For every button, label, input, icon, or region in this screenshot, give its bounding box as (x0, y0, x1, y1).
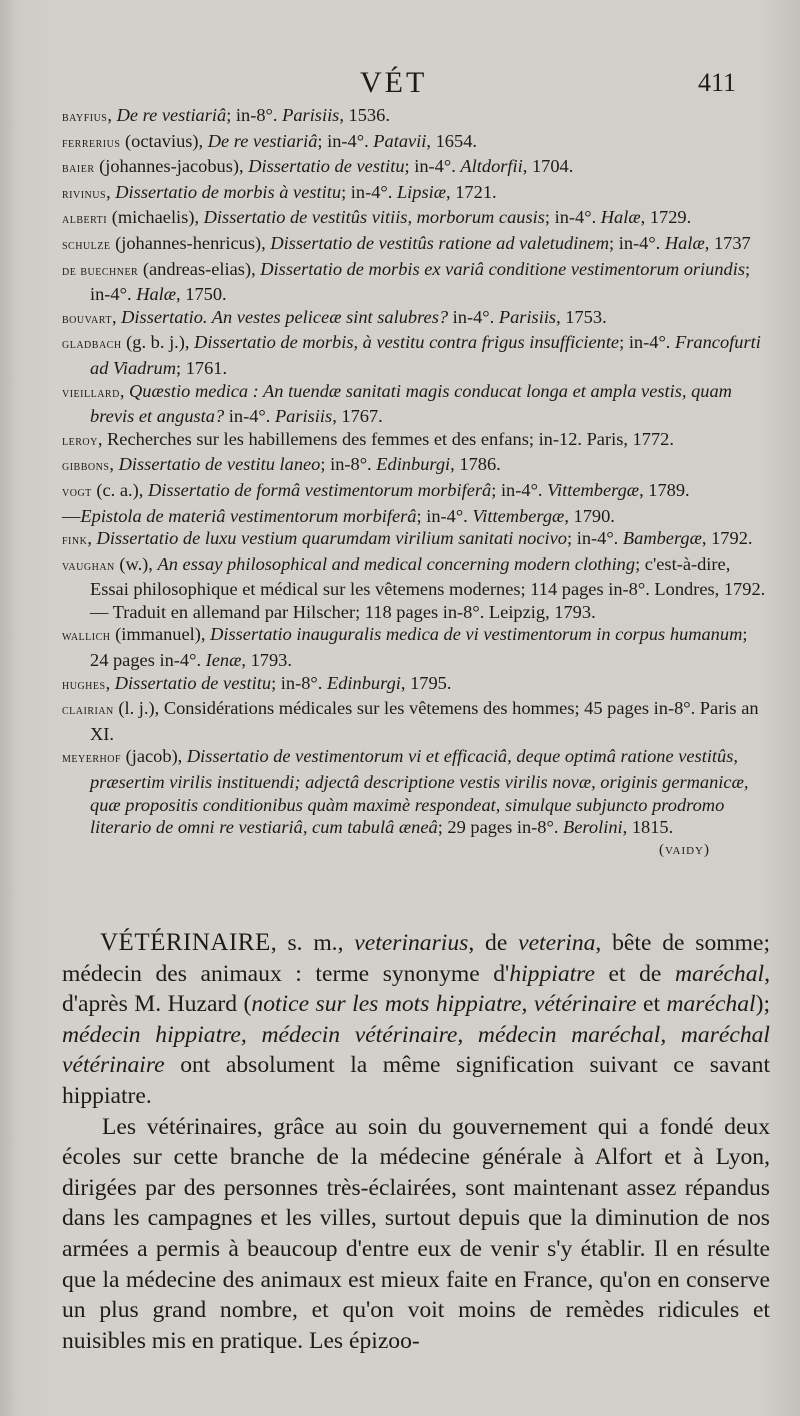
entry-publication: ; in-4°. (567, 528, 623, 549)
text-run: hippiatre (509, 960, 595, 987)
bibliography-entry (62, 380, 770, 428)
entry-author: clairian (62, 703, 114, 719)
entry-text: (johannes-jacobus), (94, 156, 249, 177)
bibliography-entry (62, 155, 770, 181)
entry-text: (g. b. j.), (121, 332, 195, 353)
head-word: VÉTÉRINAIRE (100, 929, 271, 956)
entry-title: Dissertatio de vestitûs vitiis, morborum causis (203, 207, 545, 228)
entry-text: (w.), (114, 553, 158, 574)
page-header (0, 66, 800, 106)
entry-title: Dissertatio de luxu vestium quarumdam virilium sanitati nocivo (96, 528, 567, 549)
entry-text: — (62, 505, 81, 526)
text-run: et de (594, 960, 675, 987)
entry-author: vaughan (62, 558, 115, 574)
entry-text: (johannes-henricus), (110, 232, 271, 253)
article-paragraph-2: Les vétérinaires, grâce au soin du gouvernement qui a fondé deux écoles sur cette branche de la médecine générale à Alfort et à Lyon, dirigées par des personnes très-éclairées, sont maintenant assez répandus dans les campagnes et les villes, surtout depuis que la diminution de nos armées a permis à beaucoup d'entre eux de venir s'y établir. Il en résulte que la médecine des animaux est mieux faite en France, qu'on en conserve un plus grand nombre, et qu'on voit moins de remèdes ridicules et nuisibles mis en pratique. Les épizoo- (62, 1113, 770, 1354)
bibliography-entry (62, 553, 770, 624)
entry-title: Dissertatio de morbis à vestitu (115, 181, 342, 202)
entry-title: Dissertatio de morbis, à vestitu contra frigus insufficiente (194, 332, 620, 353)
entry-publication: ; in-4°. (90, 258, 751, 305)
entry-publication: ; in-8°. (226, 105, 283, 125)
entry-place: Altdorfii (460, 156, 523, 177)
entry-text: , (87, 528, 97, 549)
entry-place: Bambergæ (622, 528, 702, 549)
bibliography-entry (62, 453, 770, 479)
entry-author: wallich (62, 629, 111, 645)
bibliography-entry (62, 428, 770, 454)
entry-date: , 1789. (639, 479, 690, 500)
entry-date: , 1753. (556, 306, 607, 327)
text-run: maréchal (674, 960, 765, 987)
entry-place: Halæ (136, 284, 177, 305)
entry-date: , 1654. (426, 130, 477, 151)
entry-publication: ; c'est-à-dire, Essai philosophique et médical sur les vêtemens modernes; 114 pages in-8°. Londres, 1792. — Traduit en allemand par Hilscher; 118 pages in-8°. Leipzig, 1793. (90, 553, 766, 622)
entry-place: Halæ (600, 207, 641, 228)
text-run: , de (468, 930, 519, 956)
bibliography-entry (62, 623, 770, 671)
entry-place: Lipsiæ (396, 181, 447, 202)
entry-author: gladbach (62, 337, 122, 353)
text-run: maréchal (666, 991, 756, 1018)
text-run: , s. m., (270, 930, 355, 956)
text-run: ont absolument la même signification suivant ce savant hippiatre. (62, 1052, 770, 1109)
bibliography-entry (62, 745, 770, 838)
entry-text: (immanuel), (110, 624, 211, 645)
bibliography-entry (62, 505, 770, 528)
entry-publication: in-4°. (224, 406, 275, 427)
bibliography-entry (62, 181, 770, 207)
entry-publication: in-4°. (448, 306, 499, 327)
entry-date: , 1767. (332, 406, 383, 427)
running-head: VÉT (360, 66, 428, 99)
bibliography-entry (62, 130, 770, 156)
entry-publication: ; 24 pages in-4°. (90, 624, 748, 671)
entry-title: Dissertatio. An vestes peliceæ sint salubres? (121, 306, 449, 327)
bibliography-entry (62, 206, 770, 232)
text-run: , d'après M. Huzard ( (62, 960, 770, 1018)
entry-author: leroy (62, 433, 98, 449)
bibliography-entry (62, 104, 770, 130)
text-run: veterina (518, 930, 596, 956)
author-signature: (vaidy) (658, 841, 710, 858)
entry-place: Vittembergæ (547, 479, 640, 500)
entry-date: , 1750. (176, 284, 227, 305)
entry-date: , 1704. (522, 156, 574, 177)
entry-author: bayfius (62, 110, 108, 125)
page-number: 411 (698, 68, 737, 97)
entry-date: , 1721. (446, 181, 497, 202)
article-paragraph-1 (62, 928, 770, 1112)
entry-place: Parisiis (274, 406, 333, 427)
entry-date: , 1792. (701, 528, 753, 549)
entry-author: ferrerius (62, 135, 121, 151)
text-run: médecin hippiatre, médecin vétérinaire, médecin maréchal, maréchal vétérinaire (62, 1021, 770, 1079)
entry-title: An essay philosophical and medical concerning modern clothing (157, 553, 636, 574)
entry-date: , 1737 (704, 232, 751, 253)
entry-text: (l. j.), Considérations médicales sur les vêtemens des hommes; 45 pages in-8°. Paris an XI. (90, 698, 759, 744)
entry-title: Dissertatio de vestimentorum vi et efficaciâ, deque optimâ ratione vestitûs, præsertim virilis instituendi; adjectâ descriptione vestis virilis novæ, originis germanicæ, quæ propositis conditionibus quàm maximè respondeat, simulque subjuncto prodromo literario de omni re vestiariâ, cum tabulâ æneâ (90, 746, 749, 838)
entry-text: , (111, 306, 122, 327)
entry-publication: ; 29 pages in-8°. (437, 817, 564, 838)
entry-date: , 1536. (339, 105, 390, 125)
entry-author: schulze (62, 237, 111, 253)
entry-publication: ; in-4°. (404, 156, 461, 177)
text-run: notice sur les mots hippiatre, vétérinaire (251, 991, 637, 1018)
entry-title: Dissertatio de vestitu laneo (118, 454, 321, 475)
entry-title: Dissertatio de formâ vestimentorum morbiferâ (147, 479, 492, 500)
entry-text: , (105, 672, 115, 693)
bibliography-entry (62, 258, 770, 306)
bibliography-list (62, 104, 770, 861)
entry-text: , (109, 454, 119, 475)
entry-author: fink (62, 533, 88, 549)
entry-text: , (106, 181, 116, 202)
entry-place: Francofurti ad Viadrum (90, 332, 761, 378)
entry-author: baier (62, 161, 95, 177)
entry-publication: ; in-4°. (609, 232, 665, 253)
entry-place: Berolini (563, 817, 623, 838)
entry-place: Halæ (664, 232, 705, 253)
entry-author: hughes (62, 677, 106, 693)
entry-publication: ; in-4°. (416, 505, 473, 526)
entry-publication: ; in-4°. (544, 207, 601, 228)
bibliography-entry (62, 527, 770, 553)
entry-text: (c. a.), (91, 479, 148, 500)
entry-date: , 1729. (640, 207, 692, 228)
bibliography-entry (62, 331, 770, 379)
entry-title: Dissertatio de vestitu (248, 156, 405, 177)
bibliography-entry (62, 479, 770, 505)
entry-title: Dissertatio de vestitûs ratione ad valetudinem (270, 232, 609, 253)
entry-title: De re vestiariâ (207, 130, 318, 151)
article-veterinaire (62, 928, 770, 1356)
entry-author: vieillard (62, 385, 120, 401)
entry-text: (jacob), (121, 746, 187, 767)
entry-author: meyerhof (62, 751, 122, 767)
entry-text: , (119, 380, 130, 401)
entry-date: , 1795. (400, 672, 452, 693)
bibliography-entry (62, 697, 770, 745)
entry-author: de buechner (62, 263, 139, 279)
entry-text: , (107, 105, 117, 125)
entry-date: , 1786. (450, 454, 501, 475)
bibliography-entry (62, 672, 770, 698)
entry-author: vogt (62, 484, 92, 500)
entry-title: Dissertatio inauguralis medica de vi vestimentorum in corpus humanum (210, 624, 743, 645)
entry-place: Patavii (373, 130, 427, 151)
entry-title: Quæstio medica : An tuendæ sanitati magis conducat longa et ampla vestis, quam brevis et angusta? (90, 380, 732, 427)
text-run: ); (755, 991, 771, 1018)
entry-place: Ienæ (205, 650, 242, 671)
entry-author: bouvart (62, 311, 112, 327)
entry-author: rivinus (62, 186, 107, 202)
entry-place: Vittembergæ (472, 505, 565, 526)
entry-text: (andreas-elias), (138, 258, 261, 279)
entry-title: Epistola de materiâ vestimentorum morbiferâ (80, 505, 417, 526)
entry-place: Parisiis (282, 105, 340, 125)
entry-publication: ; in-4°. (341, 181, 397, 202)
entry-date: , 1815. (622, 817, 674, 838)
bibliography-entry (62, 232, 770, 258)
entry-publication: ; in-8°. (320, 454, 377, 475)
text-run: et (636, 991, 667, 1018)
entry-date: , 1790. (564, 505, 615, 526)
entry-title: Dissertatio de morbis ex variâ conditione vestimentorum oriundis (260, 258, 746, 279)
text-run: , bête de somme; médecin des animaux : terme synonyme d' (62, 930, 771, 987)
entry-publication: ; in-4°. (317, 130, 374, 151)
entry-author: alberti (62, 212, 108, 228)
entry-title: De re vestiariâ (116, 105, 227, 125)
entry-publication: ; in-4°. (491, 479, 548, 500)
entry-text: , Recherches sur les habillemens des femmes et des enfans; in-12. Paris, 1772. (97, 428, 674, 449)
entry-text: (michaelis), (107, 207, 204, 228)
entry-place: Edinburgi (376, 454, 451, 475)
bibliography-entry (62, 306, 770, 332)
entry-date: ; 1761. (176, 357, 228, 378)
entry-place: Parisiis (498, 306, 557, 327)
entry-publication: ; in-4°. (619, 332, 675, 353)
text-run: veterinarius (354, 930, 469, 956)
entry-date: , 1793. (241, 650, 292, 671)
entry-place: Edinburgi (326, 672, 401, 693)
entry-text: (octavius), (120, 130, 208, 151)
entry-author: gibbons (62, 459, 110, 475)
entry-publication: ; in-8°. (271, 672, 327, 693)
entry-title: Dissertatio de vestitu (114, 672, 272, 693)
